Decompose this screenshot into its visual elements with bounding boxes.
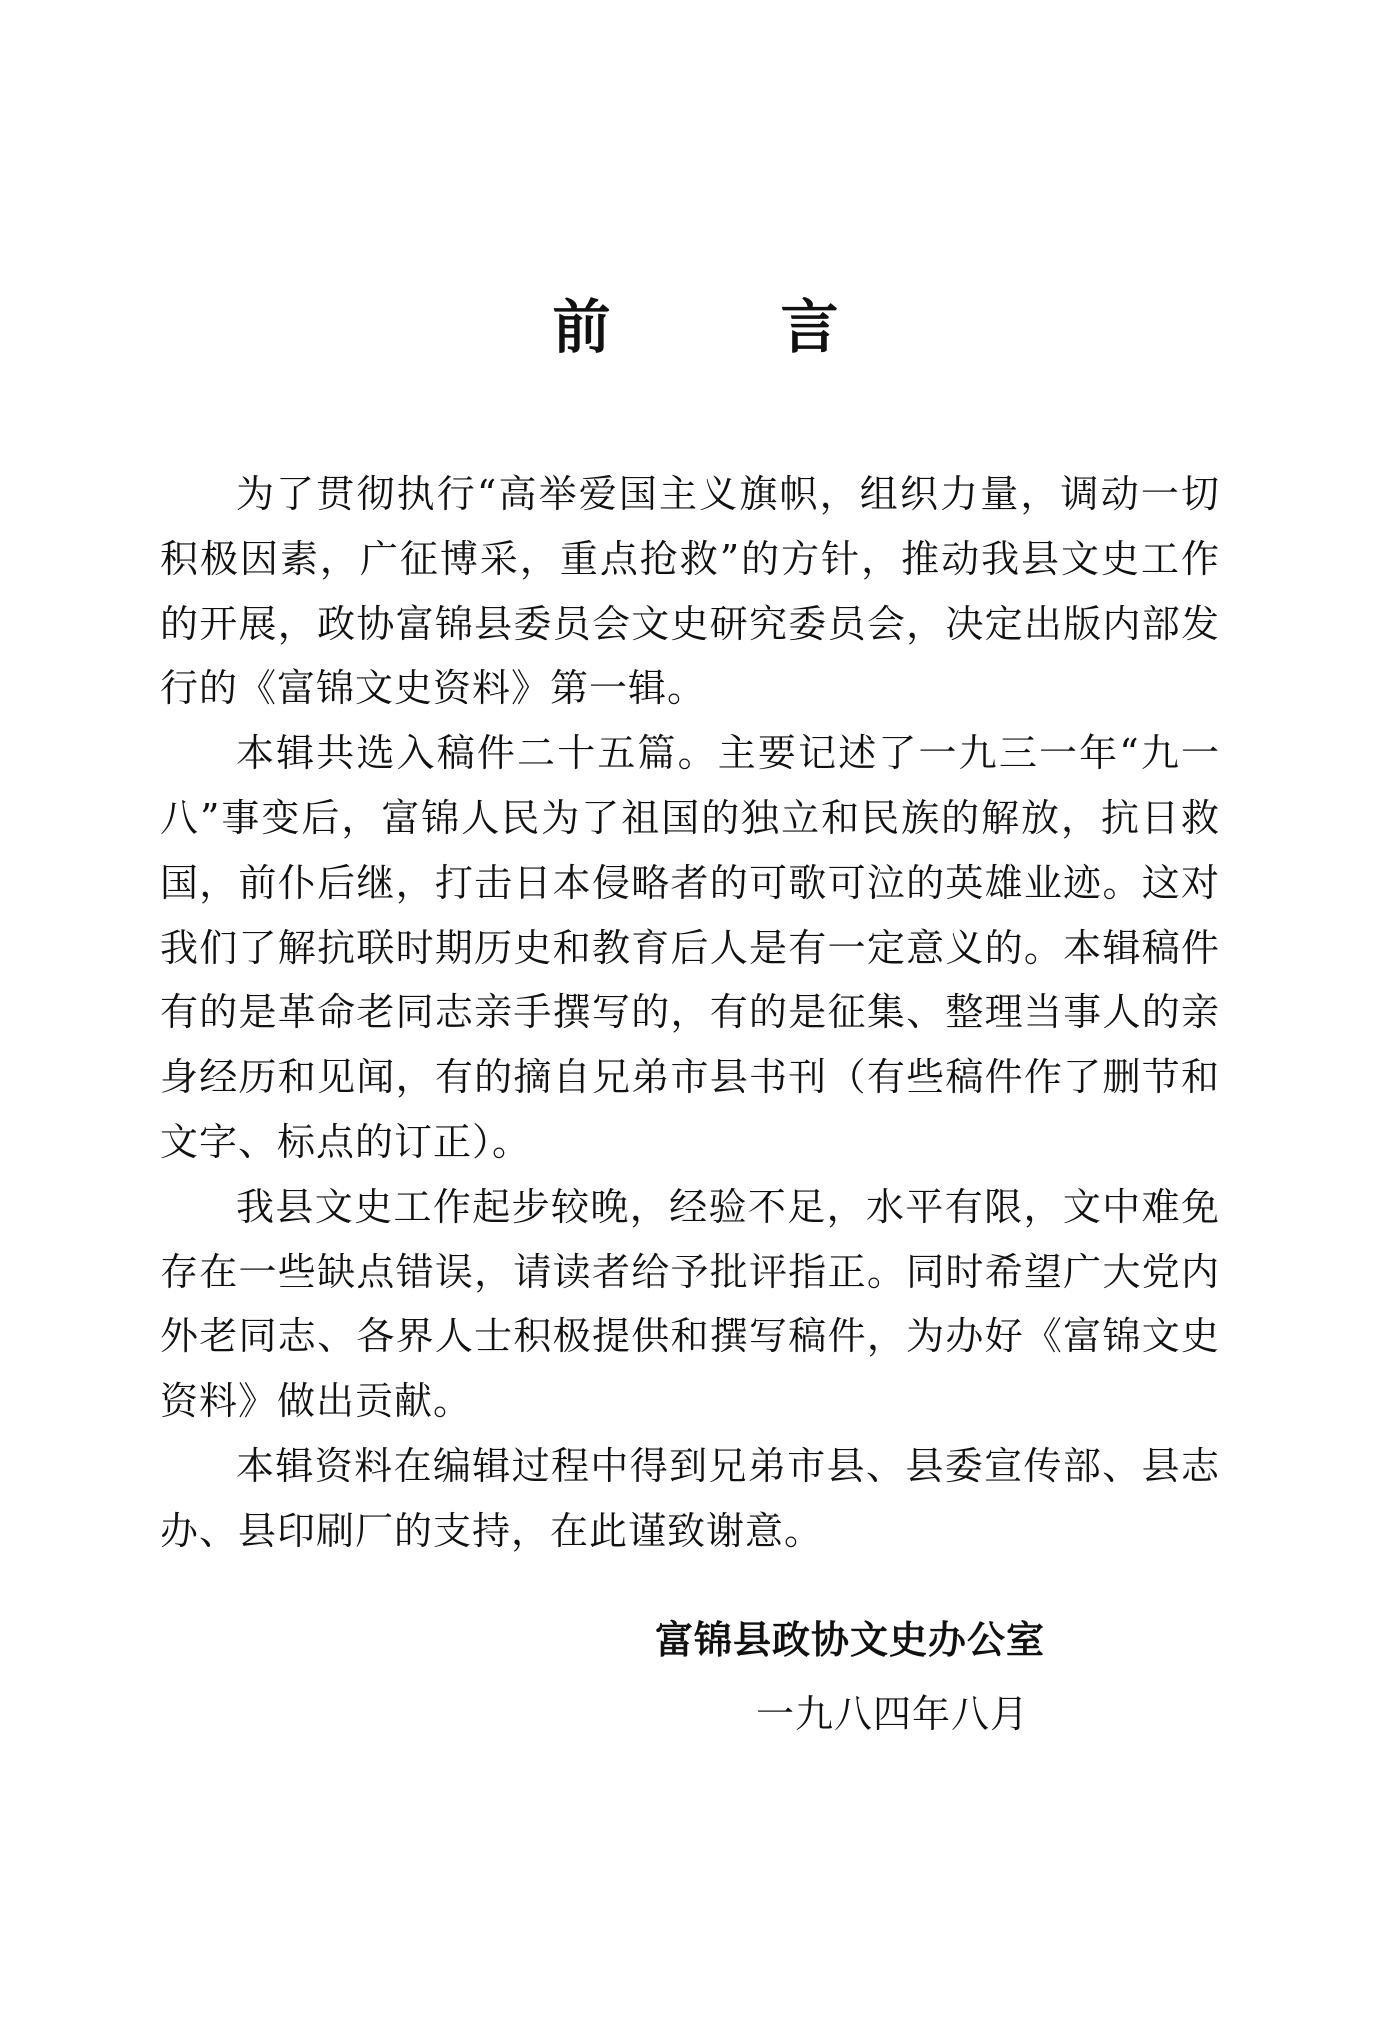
signature-organization: 富锦县政协文史办公室 bbox=[655, 1618, 1046, 1662]
paragraph-1: 为了贯彻执行“高举爱国主义旗帜，组织力量，调动一切积极因素，广征博采，重点抢救”的方针，推动我县文史工作的开展，政协富锦县委员会文史研究委员会，决定出版内部发行的《富锦文史资料》第一辑。 bbox=[160, 472, 1220, 711]
preface-body bbox=[160, 462, 1220, 1564]
page-title bbox=[0, 292, 1393, 362]
paragraph-4: 本辑资料在编辑过程中得到兄弟市县、县委宣传部、县志办、县印刷厂的支持，在此谨致谢意。 bbox=[160, 1443, 1220, 1553]
title-char-2: 言 bbox=[780, 293, 841, 361]
paragraph-3: 我县文史工作起步较晚，经验不足，水平有限，文中难免存在一些缺点错误，请读者给予批评指正。同时希望广大党内外老同志、各界人士积极提供和撰写稿件，为办好《富锦文史资料》做出贡献。 bbox=[160, 1184, 1220, 1424]
paragraph-2: 本辑共选入稿件二十五篇。主要记述了一九三一年“九一八”事变后，富锦人民为了祖国的独立和民族的解放，抗日救国，前仆后继，打击日本侵略者的可歌可泣的英雄业迹。这对我们了解抗联时期历史和教育后人是有一定意义的。本辑稿件有的是革命老同志亲手撰写的，有的是征集、整理当事人的亲身经历和见闻，有的摘自兄弟市县书刊（有些稿件作了删节和文字、标点的订正）。 bbox=[160, 731, 1220, 1164]
signature-date: 一九八四年八月 bbox=[756, 1692, 1030, 1736]
title-char-1: 前 bbox=[552, 293, 613, 361]
